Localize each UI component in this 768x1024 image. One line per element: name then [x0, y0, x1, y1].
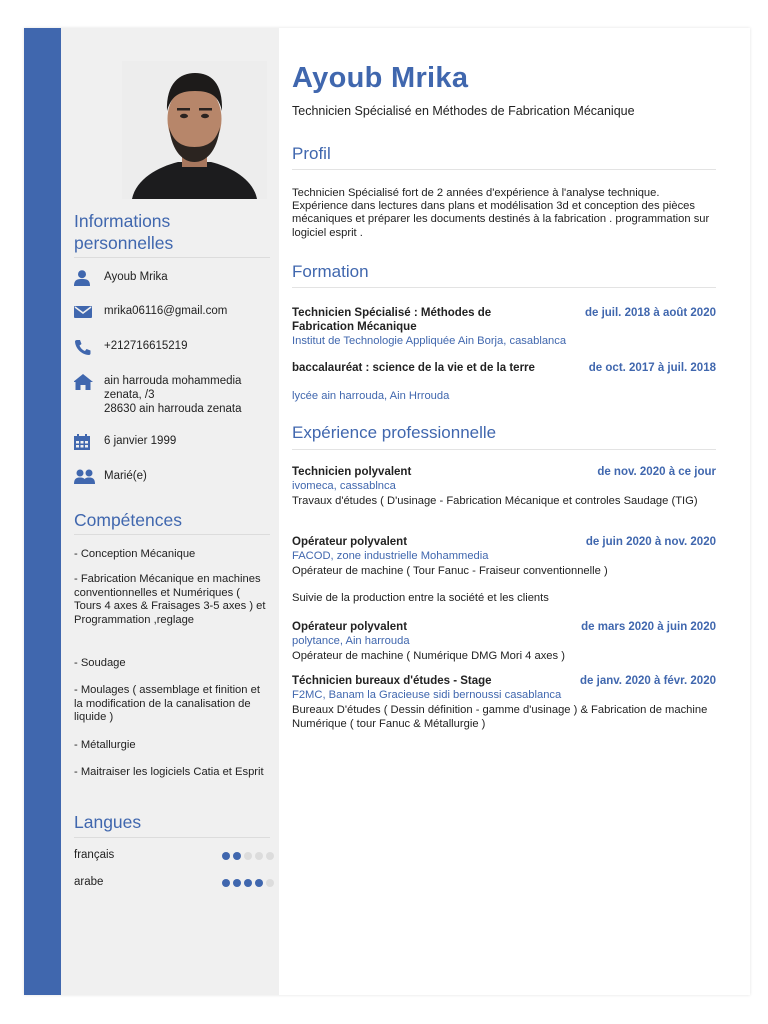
profil-section-title: Profil — [292, 144, 331, 163]
entry-description: Opérateur de machine ( Numérique DMG Mori 4 axes ) — [292, 650, 565, 662]
skill-item: - Moulages ( assemblage et finition et la modification de la canalisation de liquide ) — [74, 684, 260, 723]
languages-divider — [74, 837, 270, 838]
entry-title: Technicien polyvalent — [292, 466, 412, 478]
candidate-subtitle: Technicien Spécialisé en Méthodes de Fabrication Mécanique — [292, 104, 635, 118]
skill-item: - Maitraiser les logiciels Catia et Esprit — [74, 766, 264, 778]
language-row-arabe — [74, 876, 270, 890]
entry-dates: de oct. 2017 à juil. 2018 — [588, 362, 716, 374]
level-dot-filled — [222, 879, 230, 887]
level-dot-filled — [233, 852, 241, 860]
entry-title: Opérateur polyvalent — [292, 536, 408, 548]
phone-icon — [74, 339, 94, 355]
entry-org: polytance, Ain harrouda — [292, 635, 410, 647]
languages-section-title: Langues — [74, 812, 142, 832]
level-dot-filled — [233, 879, 241, 887]
candidate-name: Ayoub Mrika — [292, 62, 469, 94]
language-row-francais — [74, 849, 270, 863]
info-divider — [74, 257, 270, 258]
info-address-text: ain harrouda mohammedia zenata, /3 28630 ain harrouda zenata — [104, 375, 242, 415]
info-marital-text: Marié(e) — [104, 470, 147, 482]
entry-dates: de juin 2020 à nov. 2020 — [585, 536, 716, 548]
language-name: français — [74, 849, 115, 861]
level-dot-filled — [255, 879, 263, 887]
language-name: arabe — [74, 876, 104, 888]
skill-item: - Fabrication Mécanique en machines conventionnelles et Numériques ( Tours 4 axes & Fraisages 3-5 axes ) et Programmation ,reglage — [74, 573, 266, 626]
skill-item: - Soudage — [74, 657, 126, 669]
entry-dates: de mars 2020 à juin 2020 — [581, 621, 716, 633]
info-phone-text: +212716615219 — [104, 340, 188, 352]
formation-divider — [292, 287, 716, 288]
info-name-text: Ayoub Mrika — [104, 271, 168, 283]
entry-description: Bureaux D'études ( Dessin définition - gamme d'usinage ) & Fabrication de machine Numérique ( tour Fanuc & Métallurgie ) — [292, 704, 708, 730]
main-content — [292, 28, 716, 995]
level-dot-empty — [255, 852, 263, 860]
entry-org: FACOD, zone industrielle Mohammedia — [292, 550, 489, 562]
level-dot-empty — [266, 879, 274, 887]
entry-title: Technicien Spécialisé : Méthodes de Fabrication Mécanique — [292, 307, 492, 333]
skill-item: - Métallurgie — [74, 739, 136, 751]
profil-divider — [292, 169, 716, 170]
entry-dates: de janv. 2020 à févr. 2020 — [580, 675, 716, 687]
envelope-icon — [74, 304, 94, 320]
person-icon — [74, 270, 94, 286]
portrait-avatar-icon — [122, 61, 267, 199]
profile-photo — [122, 61, 267, 199]
language-level-dots — [222, 852, 274, 860]
calendar-icon — [74, 434, 94, 450]
level-dot-filled — [244, 879, 252, 887]
skills-section-title: Compétences — [74, 510, 182, 530]
resume-page — [24, 28, 750, 995]
info-email-text: mrika06116@gmail.com — [104, 305, 228, 317]
level-dot-empty — [244, 852, 252, 860]
skill-item: - Conception Mécanique — [74, 548, 196, 560]
people-icon — [74, 469, 94, 485]
skills-divider — [74, 534, 270, 535]
level-dot-filled — [222, 852, 230, 860]
entry-org: Institut de Technologie Appliquée Ain Borja, casablanca — [292, 335, 567, 347]
entry-title: Téchnicien bureaux d'études - Stage — [292, 675, 492, 687]
home-icon — [74, 374, 94, 390]
entry-dates: de juil. 2018 à août 2020 — [584, 307, 716, 319]
accent-stripe — [24, 28, 61, 995]
info-birthdate-text: 6 janvier 1999 — [104, 435, 177, 447]
entry-title: baccalauréat : science de la vie et de la terre — [292, 362, 535, 374]
language-level-dots — [222, 879, 274, 887]
info-section-title: Informations personnelles — [74, 211, 174, 253]
entry-description: Travaux d'études ( D'usinage - Fabrication Mécanique et controles Saudage (TIG) — [292, 495, 698, 507]
entry-dates: de nov. 2020 à ce jour — [597, 466, 716, 478]
experience-divider — [292, 449, 716, 450]
entry-org: F2MC, Banam la Gracieuse sidi bernoussi casablanca — [292, 689, 562, 701]
entry-description: Opérateur de machine ( Tour Fanuc - Fraiseur conventionnelle ) Suivie de la production entre la société et les clients — [292, 565, 608, 604]
entry-org: ivomeca, cassablnca — [292, 480, 396, 492]
experience-section-title: Expérience professionnelle — [292, 423, 497, 442]
entry-org: lycée ain harrouda, Ain Hrrouda — [292, 390, 450, 402]
level-dot-empty — [266, 852, 274, 860]
formation-section-title: Formation — [292, 262, 369, 281]
profil-text: Technicien Spécialisé fort de 2 années d'expérience à l'analyse technique. Expérience dans lectures dans plans et modélisation 3d et conception des pièces mécaniques et préparer les documents destinés à la fabrication . programmation sur logiciel esprit . — [292, 187, 710, 239]
sidebar — [61, 28, 279, 995]
entry-title: Opérateur polyvalent — [292, 621, 408, 633]
